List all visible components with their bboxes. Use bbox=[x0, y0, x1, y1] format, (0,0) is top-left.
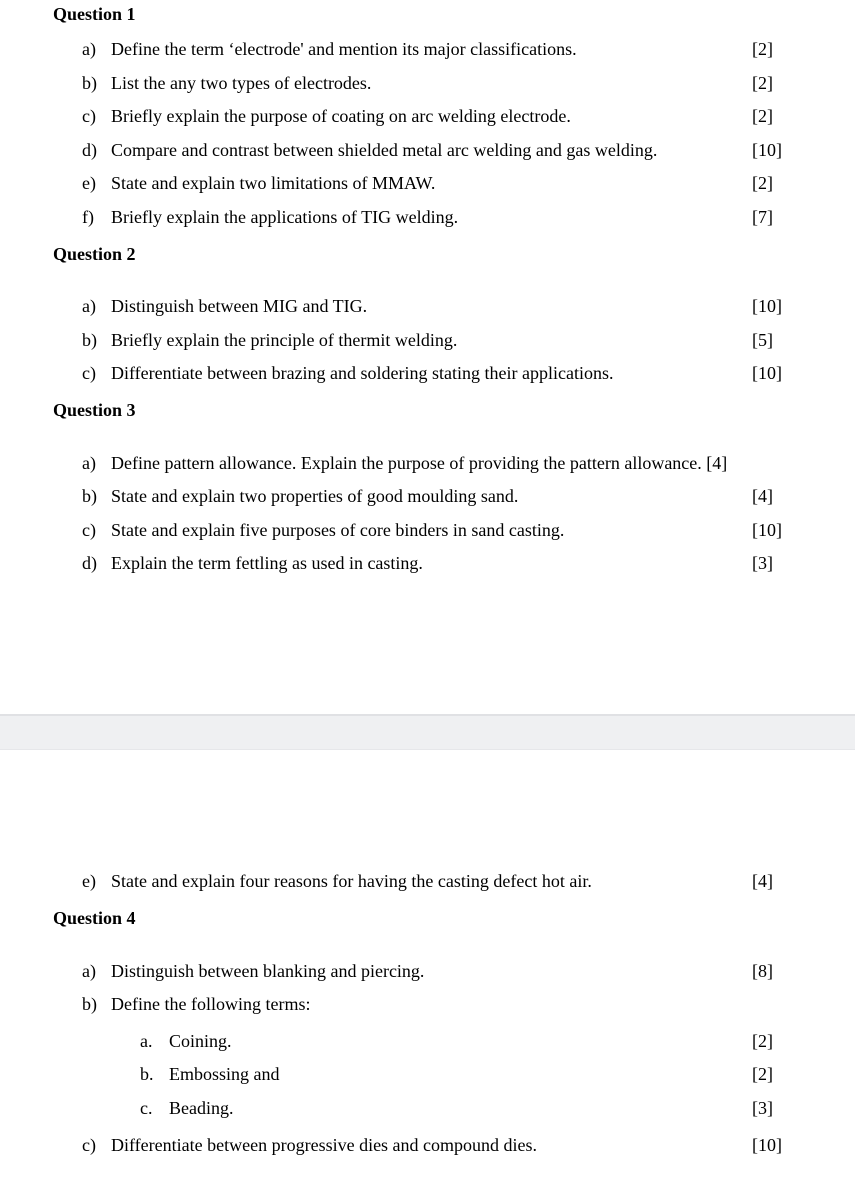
q3-item-b-label: b) bbox=[82, 486, 97, 506]
q1-item-e-label: e) bbox=[82, 173, 96, 193]
q1-item-b-text: List the any two types of electrodes. bbox=[111, 73, 372, 93]
q3-item-a-text: Define pattern allowance. Explain the purpose of providing the pattern allowance. [4] bbox=[111, 453, 728, 473]
q1-item-d-text: Compare and contrast between shielded metal arc welding and gas welding. bbox=[111, 140, 658, 160]
q1-item-f-text: Briefly explain the applications of TIG welding. bbox=[111, 207, 459, 227]
q3-item-b-marks: [4] bbox=[752, 486, 773, 506]
q3-item-c-label: c) bbox=[82, 520, 96, 540]
q4-item-a-label: a) bbox=[82, 961, 96, 981]
q3-item-e-text: State and explain four reasons for having the casting defect hot air. bbox=[111, 871, 592, 891]
q2-item-b-text: Briefly explain the principle of thermit welding. bbox=[111, 330, 458, 350]
q1-item-d-label: d) bbox=[82, 140, 97, 160]
q2-item-b-marks: [5] bbox=[752, 330, 773, 350]
q1-item-c-text: Briefly explain the purpose of coating on arc welding electrode. bbox=[111, 106, 571, 126]
q4-subitem-a-text: Coining. bbox=[169, 1031, 232, 1051]
q4-item-b-text: Define the following terms: bbox=[111, 994, 311, 1014]
question-1-title: Question 1 bbox=[53, 4, 136, 24]
q4-subitem-c-marks: [3] bbox=[752, 1098, 773, 1118]
q1-item-b-marks: [2] bbox=[752, 73, 773, 93]
q4-subitem-b-label: b. bbox=[140, 1064, 154, 1084]
q1-item-f-label: f) bbox=[82, 207, 94, 227]
q1-item-d-marks: [10] bbox=[752, 140, 782, 160]
q1-item-b-label: b) bbox=[82, 73, 97, 93]
q4-item-c-text: Differentiate between progressive dies and compound dies. bbox=[111, 1135, 538, 1155]
question-3-title: Question 3 bbox=[53, 400, 136, 420]
q2-item-b-label: b) bbox=[82, 330, 97, 350]
q4-item-c-marks: [10] bbox=[752, 1135, 782, 1155]
q1-item-a-marks: [2] bbox=[752, 39, 773, 59]
q2-item-a-marks: [10] bbox=[752, 296, 782, 316]
q4-subitem-b-text: Embossing and bbox=[169, 1064, 280, 1084]
page-break-gap bbox=[0, 714, 855, 750]
q1-item-e-text: State and explain two limitations of MMAW. bbox=[111, 173, 436, 193]
q4-item-a-text: Distinguish between blanking and piercing. bbox=[111, 961, 425, 981]
question-2-title: Question 2 bbox=[53, 244, 136, 264]
q4-item-b-label: b) bbox=[82, 994, 97, 1014]
q2-item-c-marks: [10] bbox=[752, 363, 782, 383]
q1-item-f-marks: [7] bbox=[752, 207, 773, 227]
q4-subitem-a-marks: [2] bbox=[752, 1031, 773, 1051]
q1-item-e-marks: [2] bbox=[752, 173, 773, 193]
q4-subitem-b-marks: [2] bbox=[752, 1064, 773, 1084]
q3-item-b-text: State and explain two properties of good moulding sand. bbox=[111, 486, 519, 506]
q3-item-d-text: Explain the term fettling as used in casting. bbox=[111, 553, 423, 573]
q3-item-d-marks: [3] bbox=[752, 553, 773, 573]
q2-item-a-text: Distinguish between MIG and TIG. bbox=[111, 296, 368, 316]
q3-item-e-marks: [4] bbox=[752, 871, 773, 891]
q4-subitem-a-label: a. bbox=[140, 1031, 153, 1051]
q3-item-a-label: a) bbox=[82, 453, 96, 473]
q3-item-c-text: State and explain five purposes of core binders in sand casting. bbox=[111, 520, 565, 540]
q2-item-a-label: a) bbox=[82, 296, 96, 316]
q1-item-a-text: Define the term ‘electrode' and mention its major classifications. bbox=[111, 39, 577, 59]
q3-item-e-label: e) bbox=[82, 871, 96, 891]
q3-item-c-marks: [10] bbox=[752, 520, 782, 540]
q3-item-d-label: d) bbox=[82, 553, 97, 573]
q4-item-c-label: c) bbox=[82, 1135, 96, 1155]
q1-item-c-marks: [2] bbox=[752, 106, 773, 126]
q2-item-c-label: c) bbox=[82, 363, 96, 383]
q2-item-c-text: Differentiate between brazing and soldering stating their applications. bbox=[111, 363, 614, 383]
q1-item-a-label: a) bbox=[82, 39, 96, 59]
q4-item-a-marks: [8] bbox=[752, 961, 773, 981]
q1-item-c-label: c) bbox=[82, 106, 96, 126]
q4-subitem-c-label: c. bbox=[140, 1098, 153, 1118]
q4-subitem-c-text: Beading. bbox=[169, 1098, 234, 1118]
question-4-title: Question 4 bbox=[53, 908, 136, 928]
